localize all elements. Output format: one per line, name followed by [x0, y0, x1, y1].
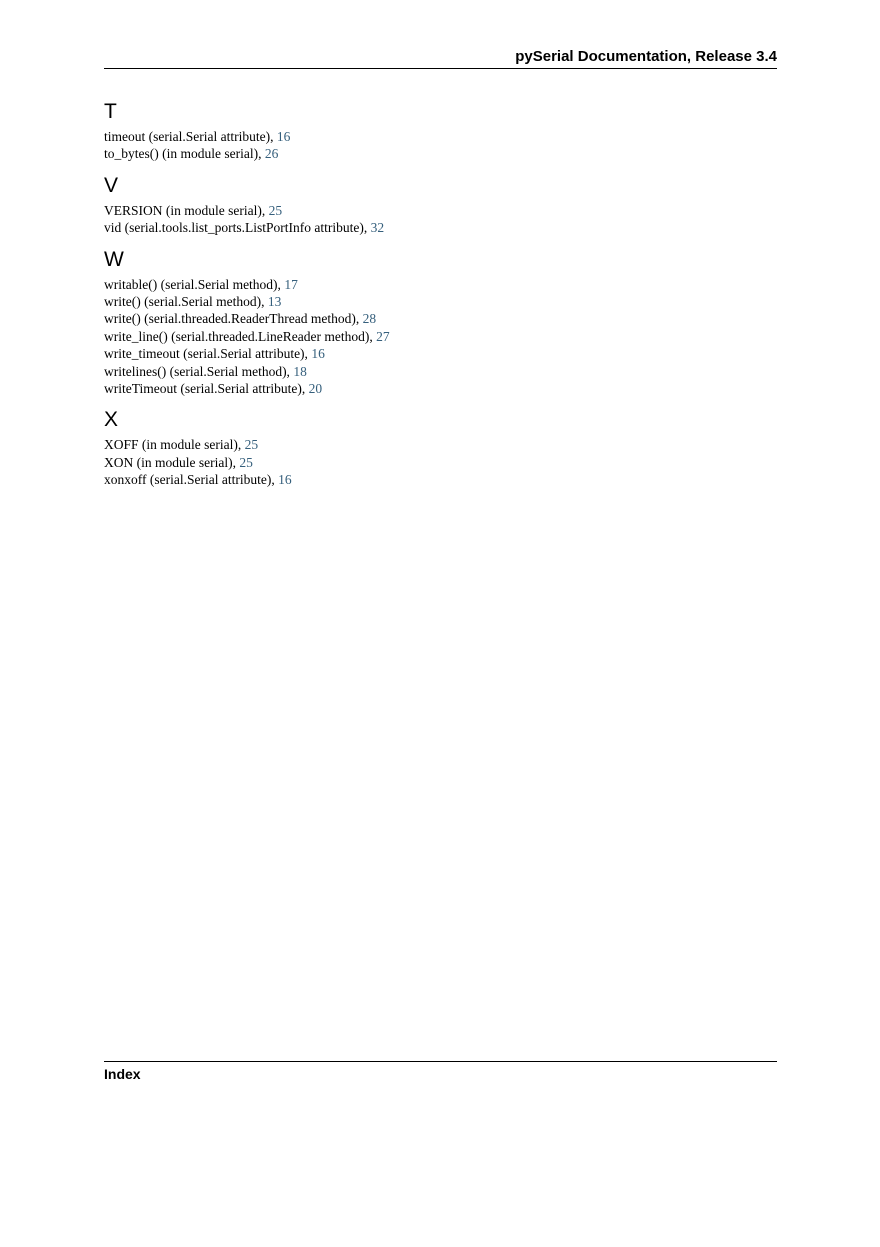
footer-section-label: Index [104, 1066, 141, 1082]
page-link[interactable]: 16 [276, 129, 291, 144]
page-link[interactable]: 28 [362, 311, 377, 327]
section-letter: W [104, 247, 124, 271]
index-entry [104, 328, 777, 345]
index-entry [104, 471, 777, 488]
index-section-v [104, 173, 777, 237]
page-link[interactable]: 17 [284, 276, 298, 292]
page-link[interactable]: 13 [267, 293, 282, 309]
index-entry [104, 219, 777, 236]
index-entry [104, 276, 777, 293]
page-link[interactable]: 32 [370, 220, 385, 236]
index-section-t [104, 99, 777, 163]
index-entry [104, 145, 777, 162]
index-section-x [104, 407, 777, 488]
entry-text: write_line() (serial.threaded.LineReader method), [104, 328, 377, 344]
page-link[interactable]: 26 [264, 146, 279, 162]
page-link[interactable]: 16 [278, 472, 292, 488]
index-section-w [104, 247, 777, 398]
entry-text: VERSION (in module serial), [104, 202, 269, 218]
index-entry [104, 436, 777, 453]
index-entry [104, 345, 777, 362]
entry-text: xonxoff (serial.Serial attribute), [104, 472, 279, 488]
section-letter: X [104, 408, 119, 432]
entry-text: XON (in module serial), [104, 454, 240, 470]
index-entry [104, 128, 777, 145]
entry-text: write() (serial.Serial method), [104, 293, 268, 309]
entry-text: write_timeout (serial.Serial attribute), [104, 346, 312, 362]
entry-text: writable() (serial.Serial method), [104, 276, 285, 292]
section-letter: V [104, 173, 119, 197]
section-letter: T [104, 100, 117, 123]
index-entry [104, 293, 777, 310]
page-link[interactable]: 25 [244, 437, 259, 453]
page-link[interactable]: 16 [311, 346, 325, 362]
page-link[interactable]: 20 [308, 380, 323, 396]
page-footer [104, 1061, 777, 1082]
page-link[interactable]: 18 [293, 363, 307, 379]
page-link[interactable]: 27 [376, 328, 390, 344]
index-entry [104, 310, 777, 327]
page-link[interactable]: 25 [239, 454, 253, 470]
entry-text: to_bytes() (in module serial), [104, 146, 265, 162]
index-entry [104, 363, 777, 380]
index-entry [104, 454, 777, 471]
entry-text: writelines() (serial.Serial method), [104, 363, 294, 379]
index-body [104, 99, 777, 498]
index-entry [104, 380, 777, 397]
entry-text: write() (serial.threaded.ReaderThread method), [104, 311, 363, 327]
page-header [104, 46, 777, 69]
entry-text: timeout (serial.Serial attribute), [104, 129, 277, 144]
document-title: pySerial Documentation, Release 3.4 [515, 48, 777, 65]
entry-text: vid (serial.tools.list_ports.ListPortInfo attribute), [104, 220, 371, 236]
page-link[interactable]: 25 [268, 202, 283, 218]
entry-text: writeTimeout (serial.Serial attribute), [104, 380, 309, 396]
index-entry [104, 202, 777, 219]
entry-text: XOFF (in module serial), [104, 437, 245, 453]
